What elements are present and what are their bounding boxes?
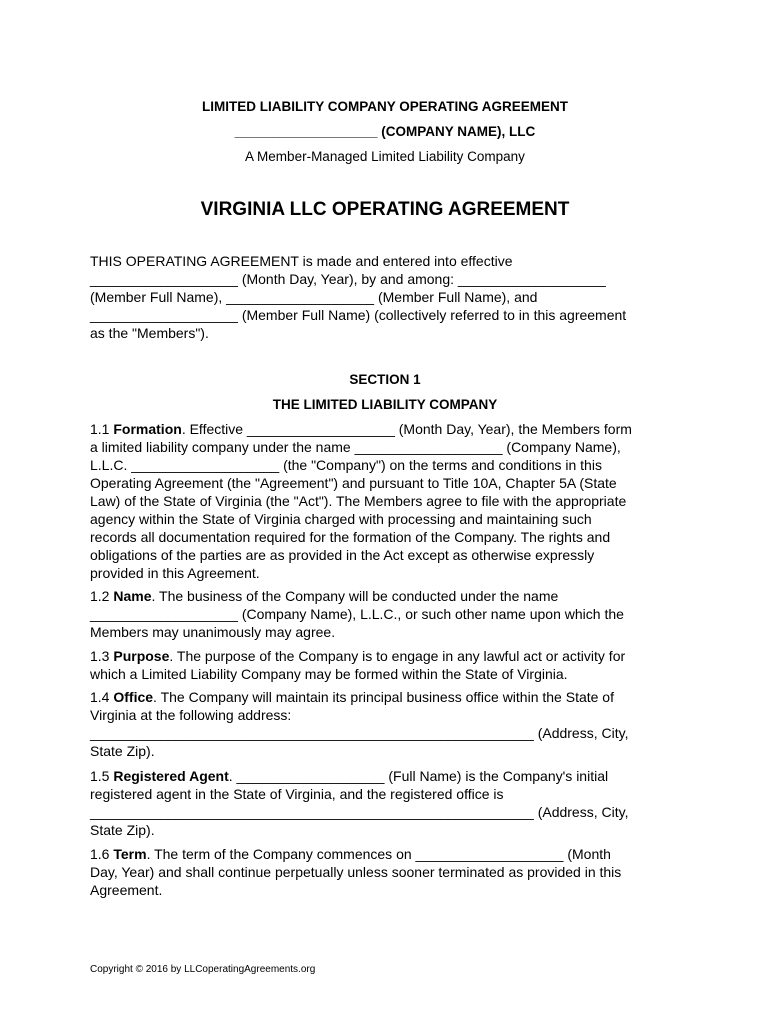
clause-heading: Office xyxy=(113,689,154,705)
clause-text: Operating Agreement (the "Agreement") and pursuant to Title 10A, Chapter 5A (State xyxy=(90,475,617,491)
document-title: VIRGINIA LLC OPERATING AGREEMENT xyxy=(200,199,570,220)
clause-text: provided in this Agreement. xyxy=(90,565,260,581)
clause-number: 1.3 xyxy=(90,648,114,664)
clause-formation xyxy=(90,420,690,582)
company-name-heading: ___________________ (COMPANY NAME), LLC xyxy=(234,124,536,139)
clause-number: 1.2 xyxy=(90,588,114,604)
clause-name xyxy=(90,587,690,641)
intro-line: (Member Full Name), ___________________ (Member Full Name), and xyxy=(90,289,538,305)
clause-number: 1.5 xyxy=(90,768,114,784)
clause-text: Agreement. xyxy=(90,882,163,898)
clause-text: State Zip). xyxy=(90,743,155,759)
clause-text: . The term of the Company commences on ___________________ (Month xyxy=(146,846,611,862)
clause-text: Day, Year) and shall continue perpetually unless sooner terminated as provided in this xyxy=(90,864,622,880)
clause-text: obligations of the parties are as provided in the Act except as otherwise expressly xyxy=(90,547,595,563)
section-number: SECTION 1 xyxy=(349,372,421,387)
clause-text: L.L.C. ___________________ (the "Company") on the terms and conditions in this xyxy=(90,457,602,473)
section-name: THE LIMITED LIABILITY COMPANY xyxy=(272,397,498,412)
clause-heading: Term xyxy=(113,846,147,862)
clause-text: . ___________________ (Full Name) is the Company's initial xyxy=(228,768,609,784)
clause-purpose xyxy=(90,647,690,683)
copyright-footer: Copyright © 2016 by LLCoperatingAgreements.org xyxy=(90,964,316,975)
clause-heading: Purpose xyxy=(113,648,170,664)
intro-line: as the "Members"). xyxy=(90,325,209,341)
company-type-subheading: A Member-Managed Limited Liability Company xyxy=(245,149,525,164)
intro-line: ___________________ (Month Day, Year), by and among: ___________________ xyxy=(90,271,606,287)
clause-text: agency within the State of Virginia charged with processing and maintaining such xyxy=(90,511,592,527)
clause-text: records all documentation required for the formation of the Company. The rights and xyxy=(90,529,611,545)
clause-number: 1.4 xyxy=(90,689,114,705)
clause-office xyxy=(90,688,690,760)
intro-paragraph xyxy=(90,252,690,342)
clause-text: . The Company will maintain its principal business office within the State of xyxy=(153,689,614,705)
clause-heading: Formation xyxy=(113,421,182,437)
clause-text: . Effective ___________________ (Month Day, Year), the Members form xyxy=(181,421,632,437)
agreement-heading: LIMITED LIABILITY COMPANY OPERATING AGREEMENT xyxy=(201,99,568,114)
clause-term xyxy=(90,845,690,899)
clause-text: registered agent in the State of Virginia, and the registered office is xyxy=(90,786,504,802)
clause-text: _________________________________________________________ (Address, City, xyxy=(90,804,629,820)
clause-text: Members may unanimously may agree. xyxy=(90,624,336,640)
clause-text: which a Limited Liability Company may be formed within the State of Virginia. xyxy=(90,666,568,682)
clause-text: . The purpose of the Company is to engage in any lawful act or activity for xyxy=(169,648,626,664)
intro-line: THIS OPERATING AGREEMENT is made and entered into effective xyxy=(90,253,513,269)
clause-number: 1.6 xyxy=(90,846,114,862)
clause-text: State Zip). xyxy=(90,822,155,838)
clause-text: a limited liability company under the name ___________________ (Company Name), xyxy=(90,439,621,455)
clause-text: _________________________________________________________ (Address, City, xyxy=(90,725,629,741)
clause-heading: Registered Agent xyxy=(113,768,229,784)
clause-text: Virginia at the following address: xyxy=(90,707,292,723)
clause-text: . The business of the Company will be conducted under the name xyxy=(151,588,559,604)
clause-registered-agent xyxy=(90,767,690,839)
clause-heading: Name xyxy=(113,588,152,604)
clause-text: Law) of the State of Virginia (the "Act"). The Members agree to file with the appropriate xyxy=(90,493,627,509)
clause-number: 1.1 xyxy=(90,421,114,437)
clause-text: ___________________ (Company Name), L.L.C., or such other name upon which the xyxy=(90,606,624,622)
intro-line: ___________________ (Member Full Name) (collectively referred to in this agreement xyxy=(90,307,627,323)
